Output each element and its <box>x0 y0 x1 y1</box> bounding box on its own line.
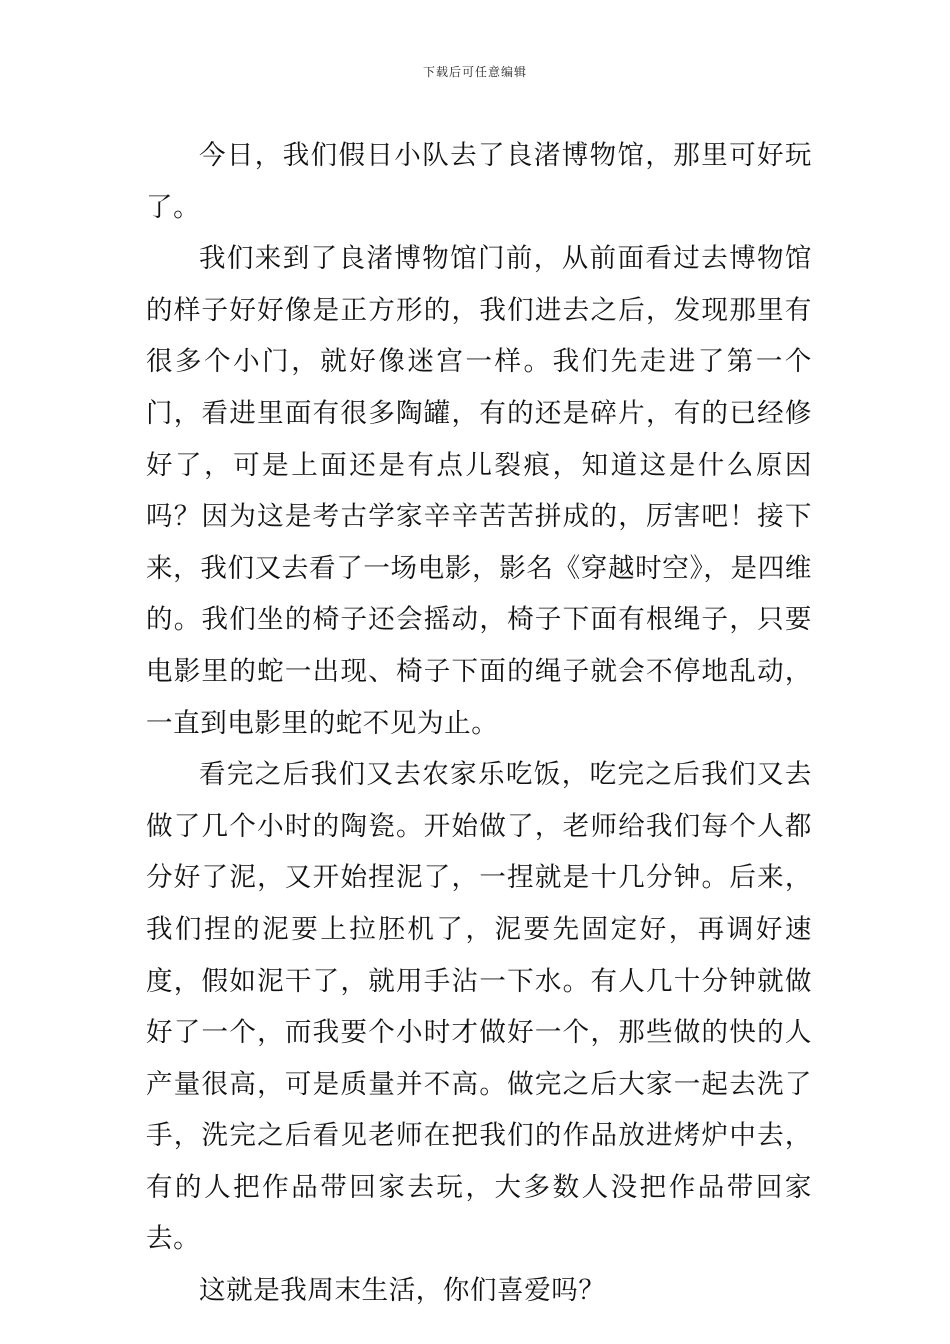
paragraph <box>146 749 812 1265</box>
paragraph-text: 我们来到了良渚博物馆门前，从前面看过去博物馆的样子好好像是正方形的，我们进去之后，发现那里有很多个小门，就好像迷宫一样。我们先走进了第一个门，看进里面有很多陶罐，有的还是碎片，有的已经修好了，可是上面还是有点儿裂痕，知道这是什么原因吗？因为这是考古学家辛辛苦苦拼成的，厉害吧！接下来，我们又去看了一场电影，影名《穿越时空》，是四维的。我们坐的椅子还会摇动，椅子下面有根绳子，只要电影里的蛇一出现、椅子下面的绳子就会不停地乱动，一直到电影里的蛇不见为止。 <box>146 243 812 739</box>
paragraph-text: 这就是我周末生活，你们喜爱吗？ <box>199 1275 606 1307</box>
paragraph <box>146 1265 812 1317</box>
paragraph-text: 看完之后我们又去农家乐吃饭，吃完之后我们又去做了几个小时的陶瓷。开始做了，老师给我们每个人都分好了泥，又开始捏泥了，一捏就是十几分钟。后来，我们捏的泥要上拉胚机了，泥要先固定好，再调好速度，假如泥干了，就用手沾一下水。有人几十分钟就做好了一个，而我要个小时才做好一个，那些做的快的人产量很高，可是质量并不高。做完之后大家一起去洗了手，洗完之后看见老师在把我们的作品放进烤炉中去，有的人把作品带回家去玩，大多数人没把作品带回家去。 <box>146 759 812 1255</box>
paragraph-text: 今日，我们假日小队去了良渚博物馆，那里可好玩了。 <box>146 140 812 223</box>
document-body <box>146 130 812 1317</box>
page-header: 下载后可任意编辑 <box>422 65 527 79</box>
paragraph <box>146 233 812 749</box>
paragraph <box>146 130 812 233</box>
